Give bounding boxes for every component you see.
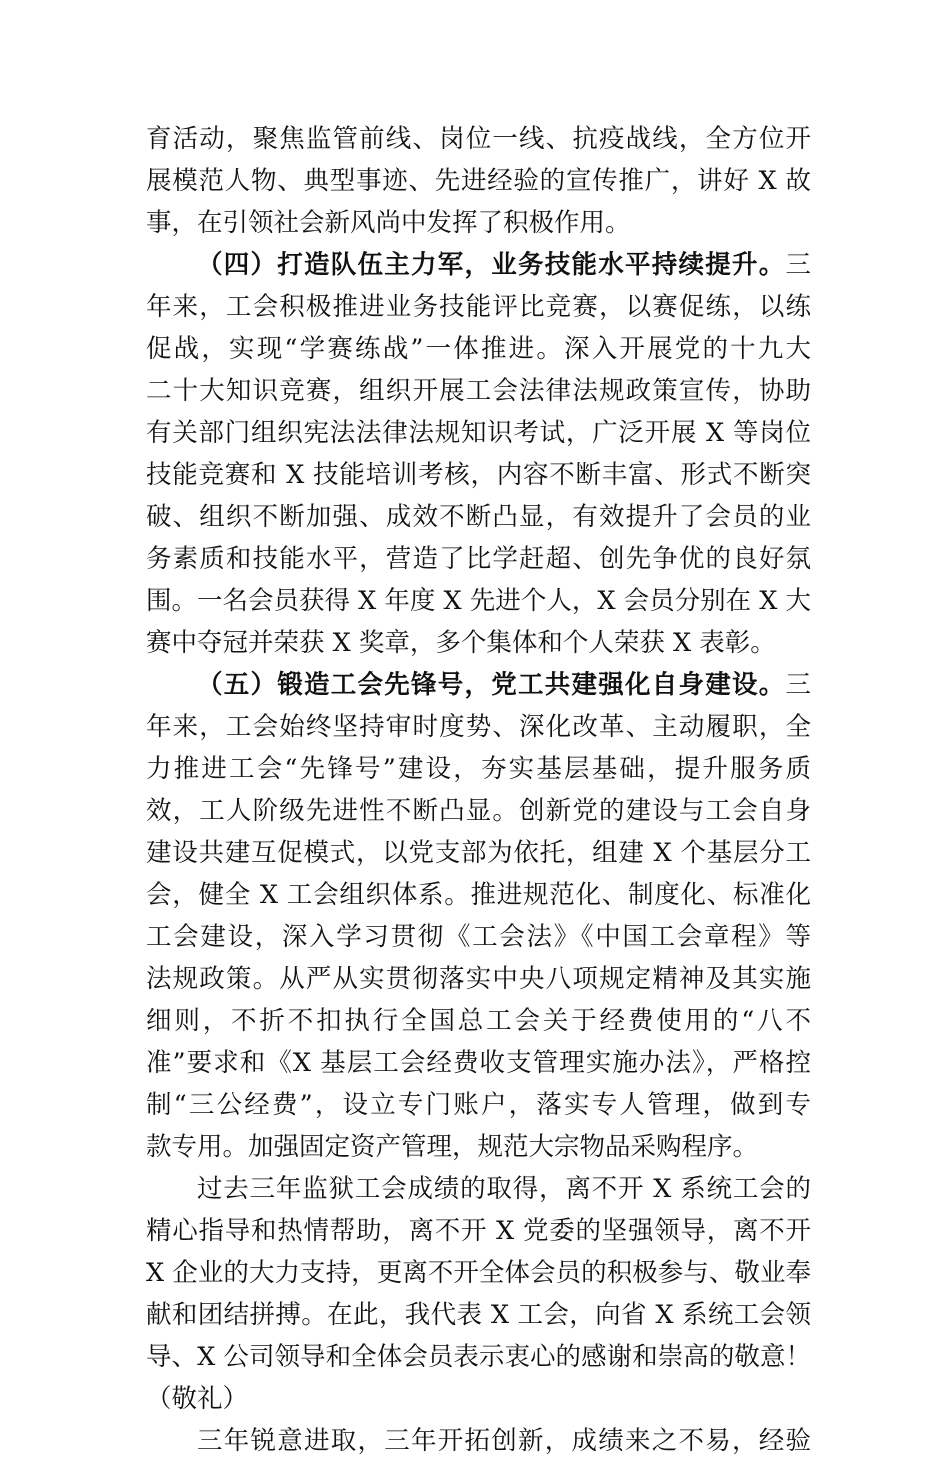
line-text: 事，在引领社会新风尚中发挥了积极作用。 xyxy=(146,208,631,238)
line-text: 力推进工会“先锋号”建设，夯实基层基础，提升服务质 xyxy=(146,754,811,784)
text-line xyxy=(146,1210,811,1252)
text-line xyxy=(146,958,811,1000)
text-line xyxy=(146,496,811,538)
line-text: 款专用。加强固定资产管理，规范大宗物品采购程序。 xyxy=(146,1132,759,1162)
text-line xyxy=(146,1420,811,1462)
text-line xyxy=(146,1000,811,1042)
text-line xyxy=(146,118,811,160)
text-line xyxy=(146,1084,811,1126)
section-heading: （五）锻造工会先锋号，党工共建强化自身建设。 xyxy=(197,670,786,700)
line-text: X 企业的大力支持，更离不开全体会员的积极参与、敬业奉 xyxy=(146,1258,811,1288)
text-line xyxy=(146,1042,811,1084)
line-text: 献和团结拼搏。在此，我代表 X 工会，向省 X 系统工会领 xyxy=(146,1300,811,1330)
text-line xyxy=(146,1378,811,1420)
line-text: 三 xyxy=(785,250,811,280)
text-line xyxy=(146,916,811,958)
line-text: 育活动，聚焦监管前线、岗位一线、抗疫战线，全方位开 xyxy=(146,124,811,154)
line-text: 破、组织不断加强、成效不断凸显，有效提升了会员的业 xyxy=(146,502,811,532)
text-line xyxy=(146,580,811,622)
text-line xyxy=(146,1252,811,1294)
text-line xyxy=(146,1336,811,1378)
line-text: 展模范人物、典型事迹、先进经验的宣传推广，讲好 X 故 xyxy=(146,166,811,196)
text-line xyxy=(146,286,811,328)
line-text: 会，健全 X 工会组织体系。推进规范化、制度化、标准化 xyxy=(146,880,811,910)
line-text: 年来，工会始终坚持审时度势、深化改革、主动履职，全 xyxy=(146,712,811,742)
text-line xyxy=(146,454,811,496)
text-line xyxy=(146,244,811,286)
line-text: 效，工人阶级先进性不断凸显。创新党的建设与工会自身 xyxy=(146,796,811,826)
text-line xyxy=(146,790,811,832)
line-text: 工会建设，深入学习贯彻《工会法》《中国工会章程》等 xyxy=(146,922,811,952)
section-heading: （四）打造队伍主力军，业务技能水平持续提升。 xyxy=(197,250,786,280)
line-text: 细则，不折不扣执行全国总工会关于经费使用的“八不 xyxy=(146,1006,811,1036)
text-line xyxy=(146,328,811,370)
text-line xyxy=(146,748,811,790)
line-text: 制“三公经费”，设立专门账户，落实专人管理，做到专 xyxy=(146,1090,811,1120)
body-text xyxy=(146,118,811,1462)
line-text: 建设共建互促模式，以党支部为依托，组建 X 个基层分工 xyxy=(146,838,811,868)
text-line xyxy=(146,538,811,580)
line-text: 三年锐意进取，三年开拓创新，成绩来之不易，经验 xyxy=(197,1426,811,1456)
line-text: 促战，实现“学赛练战”一体推进。深入开展党的十九大 xyxy=(146,334,811,364)
text-line xyxy=(146,160,811,202)
line-text: 围。一名会员获得 X 年度 X 先进个人，X 会员分别在 X 大 xyxy=(146,586,811,616)
line-text: 有关部门组织宪法法律法规知识考试，广泛开展 X 等岗位 xyxy=(146,418,811,448)
line-text: 准”要求和《X 基层工会经费收支管理实施办法》，严格控 xyxy=(146,1048,811,1078)
text-line xyxy=(146,412,811,454)
text-line xyxy=(146,370,811,412)
line-text: （敬礼） xyxy=(146,1384,249,1414)
text-line xyxy=(146,706,811,748)
line-text: 技能竞赛和 X 技能培训考核，内容不断丰富、形式不断突 xyxy=(146,460,811,490)
line-text: 赛中夺冠并荣获 X 奖章，多个集体和个人荣获 X 表彰。 xyxy=(146,628,776,658)
text-line xyxy=(146,874,811,916)
text-line xyxy=(146,1294,811,1336)
line-text: 年来，工会积极推进业务技能评比竞赛，以赛促练，以练 xyxy=(146,292,811,322)
line-text: 过去三年监狱工会成绩的取得，离不开 X 系统工会的 xyxy=(197,1174,811,1204)
line-text: 三 xyxy=(785,670,811,700)
text-line xyxy=(146,202,811,244)
text-line xyxy=(146,622,811,664)
line-text: 精心指导和热情帮助，离不开 X 党委的坚强领导，离不开 xyxy=(146,1216,811,1246)
line-text: 导、X 公司领导和全体会员表示衷心的感谢和崇高的敬意！ xyxy=(146,1342,811,1372)
line-text: 法规政策。从严从实贯彻落实中央八项规定精神及其实施 xyxy=(146,964,811,994)
line-text: 二十大知识竞赛，组织开展工会法律法规政策宣传，协助 xyxy=(146,376,811,406)
text-line xyxy=(146,1126,811,1168)
text-line xyxy=(146,1168,811,1210)
text-line xyxy=(146,832,811,874)
line-text: 务素质和技能水平，营造了比学赶超、创先争优的良好氛 xyxy=(146,544,811,574)
text-line xyxy=(146,664,811,706)
